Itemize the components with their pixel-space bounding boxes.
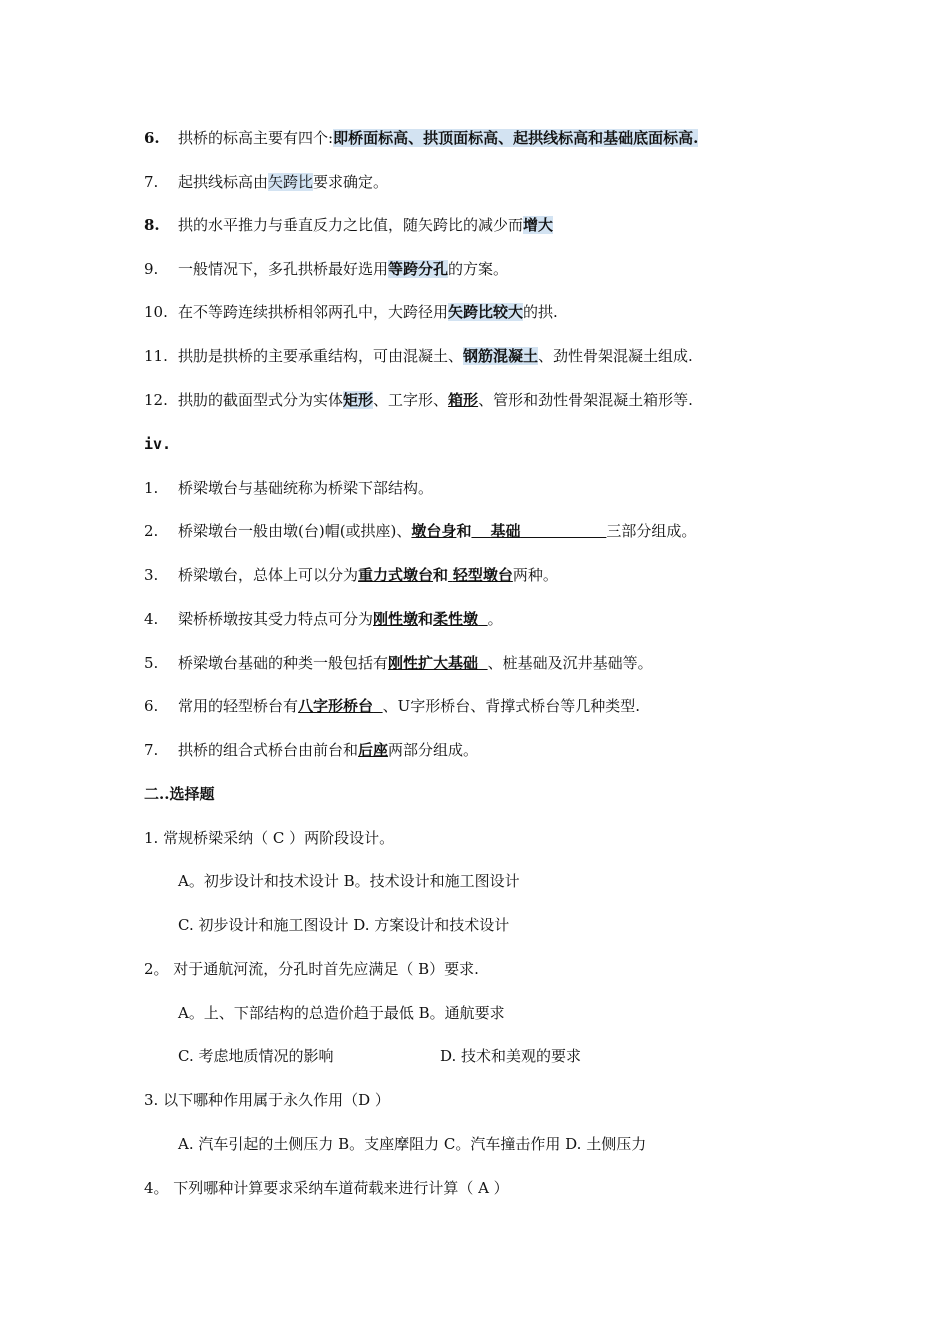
choice-options: C. 初步设计和施工图设计 D. 方案设计和技术设计 bbox=[178, 916, 510, 934]
answer-underline: 箱形 bbox=[448, 391, 479, 409]
item-text: 常用的轻型桥台有 bbox=[178, 697, 299, 715]
item-number: 12. bbox=[144, 391, 168, 409]
answer-highlight: 矩形 bbox=[343, 391, 374, 409]
item-number: 6. bbox=[144, 129, 160, 147]
item-text: 桥梁墩台一般由墩(台)帽(或拱座)、 bbox=[178, 522, 412, 540]
item-text: 三部分组成。 bbox=[606, 522, 697, 540]
choice-question-3: 3. 以下哪种作用属于永久作用（D ） bbox=[144, 1091, 390, 1109]
item-number: 4. bbox=[144, 610, 159, 628]
item-text: 、劲性骨架混凝土组成. bbox=[538, 347, 693, 365]
answer-highlight: 等跨分孔 bbox=[388, 260, 449, 278]
choice-options: A。上、下部结构的总造价趋于最低 B。通航要求 bbox=[178, 1004, 505, 1022]
answer-underline: 八字形桥台 bbox=[298, 697, 374, 715]
item-text: 拱桥的标高主要有四个: bbox=[178, 129, 334, 147]
item-text: 拱的水平推力与垂直反力之比值，随矢跨比的减少而 bbox=[178, 216, 524, 234]
item-text: 一般情况下，多孔拱桥最好选用 bbox=[178, 260, 389, 278]
choice-options: A。初步设计和技术设计 B。技术设计和施工图设计 bbox=[178, 872, 520, 890]
answer-highlight: 矢跨比较大 bbox=[448, 303, 524, 321]
choice-options: D. 技术和美观的要求 bbox=[440, 1047, 582, 1065]
item-text: 梁桥桥墩按其受力特点可分为 bbox=[178, 610, 374, 628]
item-text: 桥梁墩台基础的种类一般包括有 bbox=[178, 654, 389, 672]
item-text: 两种。 bbox=[512, 566, 558, 584]
item-text: 桥梁墩台，总体上可以分为 bbox=[178, 566, 359, 584]
item-number: 3. bbox=[144, 566, 159, 584]
item-number: 1. bbox=[144, 479, 159, 497]
section-heading: 二..选择题 bbox=[144, 785, 215, 803]
answer-underline: 墩台身 bbox=[411, 522, 457, 540]
item-text: 拱肋是拱桥的主要承重结构，可由混凝土、 bbox=[178, 347, 464, 365]
item-text: 起拱线标高由 bbox=[178, 173, 269, 191]
item-text: 和 bbox=[433, 566, 449, 584]
item-text: 在不等跨连续拱桥相邻两孔中，大跨径用 bbox=[178, 303, 449, 321]
choice-options: A. 汽车引起的土侧压力 B。支座摩阻力 C。汽车撞击作用 D. 土侧压力 bbox=[178, 1135, 647, 1153]
choice-options: C. 考虑地质情况的影响 bbox=[178, 1047, 334, 1065]
answer-underline: 刚性扩大基础 bbox=[388, 654, 479, 672]
item-text: 的方案。 bbox=[448, 260, 509, 278]
answer-underline: 基础 bbox=[490, 522, 521, 540]
item-text: 。 bbox=[487, 610, 503, 628]
answer-highlight: 矢跨比 bbox=[268, 173, 314, 191]
item-text: 的拱. bbox=[523, 303, 558, 321]
item-text: 、桩基础及沉井基础等。 bbox=[487, 654, 653, 672]
answer-highlight: 钢筋混凝土 bbox=[463, 347, 539, 365]
answer-underline: 刚性墩 bbox=[373, 610, 419, 628]
item-text: 和 bbox=[418, 610, 434, 628]
item-text: 桥梁墩台与基础统称为桥梁下部结构。 bbox=[178, 479, 434, 497]
answer-underline: 后座 bbox=[358, 741, 389, 759]
item-text: 和 bbox=[456, 522, 472, 540]
item-number: 6. bbox=[144, 697, 159, 715]
answer-underline: 柔性墩 bbox=[433, 610, 479, 628]
item-number: 7. bbox=[144, 173, 159, 191]
item-text: 拱桥的组合式桥台由前台和 bbox=[178, 741, 359, 759]
item-number: 2. bbox=[144, 522, 159, 540]
item-text: 、工字形、 bbox=[373, 391, 449, 409]
item-text: 、管形和劲性骨架混凝土箱形等. bbox=[478, 391, 693, 409]
item-text: 要求确定。 bbox=[313, 173, 389, 191]
answer-underline: 重力式墩台 bbox=[358, 566, 434, 584]
item-text: 、U字形桥台、背撑式桥台等几种类型. bbox=[382, 697, 640, 715]
item-number: 5. bbox=[144, 654, 159, 672]
item-number: 8. bbox=[144, 216, 160, 234]
answer-highlight: 增大 bbox=[523, 216, 554, 234]
section-heading: iv. bbox=[144, 435, 172, 453]
item-number: 7. bbox=[144, 741, 159, 759]
item-text: 两部分组成。 bbox=[388, 741, 479, 759]
answer-highlight: 即桥面标高、拱顶面标高、起拱线标高和基础底面标高. bbox=[333, 129, 699, 147]
answer-underline: 轻型墩台 bbox=[452, 566, 513, 584]
item-number: 9. bbox=[144, 260, 159, 278]
choice-question-2: 2。 对于通航河流，分孔时首先应满足（ B）要求. bbox=[144, 960, 479, 978]
item-number: 10. bbox=[144, 303, 168, 321]
item-number: 11. bbox=[144, 347, 168, 365]
choice-question-4: 4。 下列哪种计算要求采纳车道荷载来进行计算（ A ） bbox=[144, 1179, 509, 1197]
choice-question-1: 1. 常规桥梁采纳（ C ）两阶段设计。 bbox=[144, 829, 395, 847]
item-text: 拱肋的截面型式分为实体 bbox=[178, 391, 344, 409]
